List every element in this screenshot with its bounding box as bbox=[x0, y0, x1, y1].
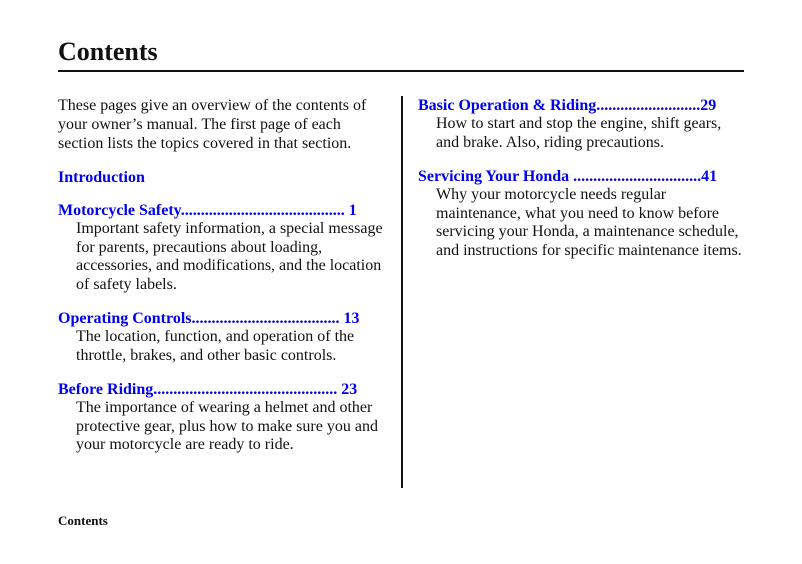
toc-link-motorcycle-safety[interactable]: Motorcycle Safety......................................... 1 bbox=[58, 202, 357, 219]
toc-description: Why your motorcycle needs regular maintenance, what you need to know before servicing your Honda, a maintenance schedule, and instructions for specific maintenance items. bbox=[436, 186, 742, 259]
toc-description: The importance of wearing a helmet and other protective gear, plus how to make sure you and your motorcycle are ready to ride. bbox=[76, 399, 378, 453]
toc-entry-basic-operation bbox=[418, 96, 744, 152]
title-rule bbox=[58, 70, 744, 72]
intro-text: These pages give an overview of the contents of your owner’s manual. The first page of each section lists the topics covered in that section. bbox=[58, 97, 367, 152]
toc-entry-servicing bbox=[418, 167, 744, 260]
toc-link-servicing[interactable]: Servicing Your Honda ................................41 bbox=[418, 168, 718, 185]
toc-link-operating-controls[interactable]: Operating Controls..................................... 13 bbox=[58, 310, 360, 327]
left-column bbox=[58, 96, 384, 470]
toc-description: How to start and stop the engine, shift gears, and brake. Also, riding precautions. bbox=[436, 115, 722, 151]
toc-description: Important safety information, a special message for parents, precautions about loading, accessories, and modifications, and the location of safety labels. bbox=[76, 220, 383, 293]
column-divider bbox=[401, 96, 403, 488]
page-footer: Contents bbox=[58, 513, 108, 528]
toc-link-before-riding[interactable]: Before Riding.............................................. 23 bbox=[58, 381, 358, 398]
toc-entry-motorcycle-safety bbox=[58, 201, 384, 294]
toc-description: The location, function, and operation of the throttle, brakes, and other basic controls. bbox=[76, 328, 355, 364]
toc-entry-operating-controls bbox=[58, 309, 384, 365]
toc-link-introduction[interactable]: Introduction bbox=[58, 169, 145, 186]
page-title: Contents bbox=[58, 37, 158, 66]
right-column bbox=[418, 96, 744, 275]
toc-entry-before-riding bbox=[58, 380, 384, 455]
toc-link-basic-operation[interactable]: Basic Operation & Riding..........................29 bbox=[418, 97, 717, 114]
